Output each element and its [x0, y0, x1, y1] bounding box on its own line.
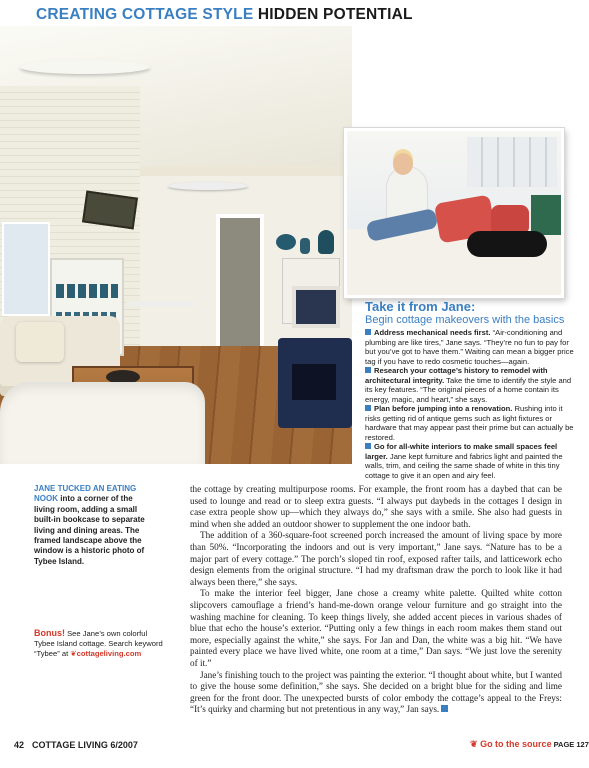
page-number-right: PAGE 127 [553, 740, 589, 749]
end-mark-icon [441, 705, 448, 712]
article-paragraph: The addition of a 360-square-foot screened porch increased the amount of living space by more than 50%. “Incorporating the indoors and out is very important,” Jane says. “Nature has to be a major part of every cottage.” The porch’s sloped tin roof, exposed rafter tails, and latticework echo design elements from the original structure. “I had my draftsman draw the porch to look like it had always been there,” she says. [190, 530, 562, 587]
white-armchair [0, 382, 205, 464]
leaf-icon: ❦ [470, 739, 478, 749]
tips-sidebar [365, 300, 577, 480]
leaf-icon: ❦ [70, 649, 77, 658]
magazine-folio: COTTAGE LIVING 6/2007 [32, 740, 138, 750]
bullet-square-icon [365, 405, 371, 411]
television [292, 286, 340, 328]
tip-item: Go for all-white interiors to make small spaces feel larger. Jane kept furniture and fabrics light and painted the walls, trim, and ceiling the same shade of white in this tiny cottage to give it an open and airy feel. [365, 442, 563, 480]
article-paragraph: the cottage by creating multipurpose rooms. For example, the front room has a daybed that can be used to lounge and read or to sleep extra guests. “I always put daybeds in the cottages I design in case extra people show up—which they always do,” she says with a smile. She also had guests in mind when she added an outdoor shower to supplement the one indoor bath. [190, 484, 562, 529]
bonus-label: Bonus! [34, 628, 65, 638]
footer-left [14, 740, 138, 750]
go-to-source-link[interactable]: Go to the source [480, 739, 552, 749]
ceiling-fan [20, 60, 150, 74]
tip-item: Address mechanical needs first. “Air-conditioning and plumbing are like tires,” Jane says. “They’re no fun to pay for but you’ve got to have them.” Waiting can mean a bigger price tag if you have to redo cosmetic touches—again. [365, 328, 574, 366]
bullet-square-icon [365, 329, 371, 335]
article-body [190, 484, 562, 716]
bullet-square-icon [365, 443, 371, 449]
tip-item: Plan before jumping into a renovation. Rushing into it risks getting rid of antique gems such as light fixtures or hardware that may appear past their prime but can actually be restored. [365, 404, 574, 442]
tips-heading: Take it from Jane: [365, 299, 476, 314]
tip-item: Research your cottage’s history to remodel with architectural integrity. Take the time to identify the style and its key features. “The original pieces of a home contain its energy, magic, and heart,” she says. [365, 366, 572, 404]
jane-portrait-photo [344, 128, 564, 298]
article-paragraph: To make the interior feel bigger, Jane chose a creamy white palette. Quilted white cotton slipcovers camouflage a friend’s hand-me-down orange velour furniture and go straight into the washing machine for cleaning. To keep things lively, she added accent pieces in various shades of blue that echo the house’s exterior. “Putting only a few things in each room makes them stand out more, especially against the white,” she says. For Jan and Dan, the white was a big hit. “We have painted every place we have lived white, one room at a time,” Dan says. “We just love the serenity of it.” [190, 588, 562, 668]
bullet-square-icon [365, 367, 371, 373]
photo-caption: JANE TUCKED AN EATING NOOK into a corner of the living room, adding a small built-in bookcase to separate living and dining areas. The framed landscape above the window is a historic photo of Tybee Island. [34, 484, 145, 566]
page-number-left: 42 [14, 740, 25, 750]
living-room-photo [0, 26, 352, 464]
site-link[interactable]: cottageliving.com [76, 649, 142, 658]
header-kicker: CREATING COTTAGE STYLE [36, 6, 254, 23]
blue-stove [278, 338, 352, 428]
header-title: HIDDEN POTENTIAL [257, 6, 413, 23]
section-header [36, 6, 413, 24]
bonus-note: Bonus! See Jane’s own colorful Tybee Island cottage. Search keyword “Tybee” at ❦cottageliving.com [34, 628, 163, 658]
tips-subheading: Begin cottage makeovers with the basics [365, 314, 565, 326]
footer-right[interactable] [470, 739, 589, 750]
article-paragraph: Jane’s finishing touch to the project was painting the exterior. “I thought about white, but I wanted to give the house some definition,” she says. She decided on a bright blue for the siding and lime green for the front door. The unexpected bursts of color embody the cottage’s appeal to the Freys: “It’s quirky and charming but not pretentious in any way,” Jan says. [190, 669, 562, 715]
